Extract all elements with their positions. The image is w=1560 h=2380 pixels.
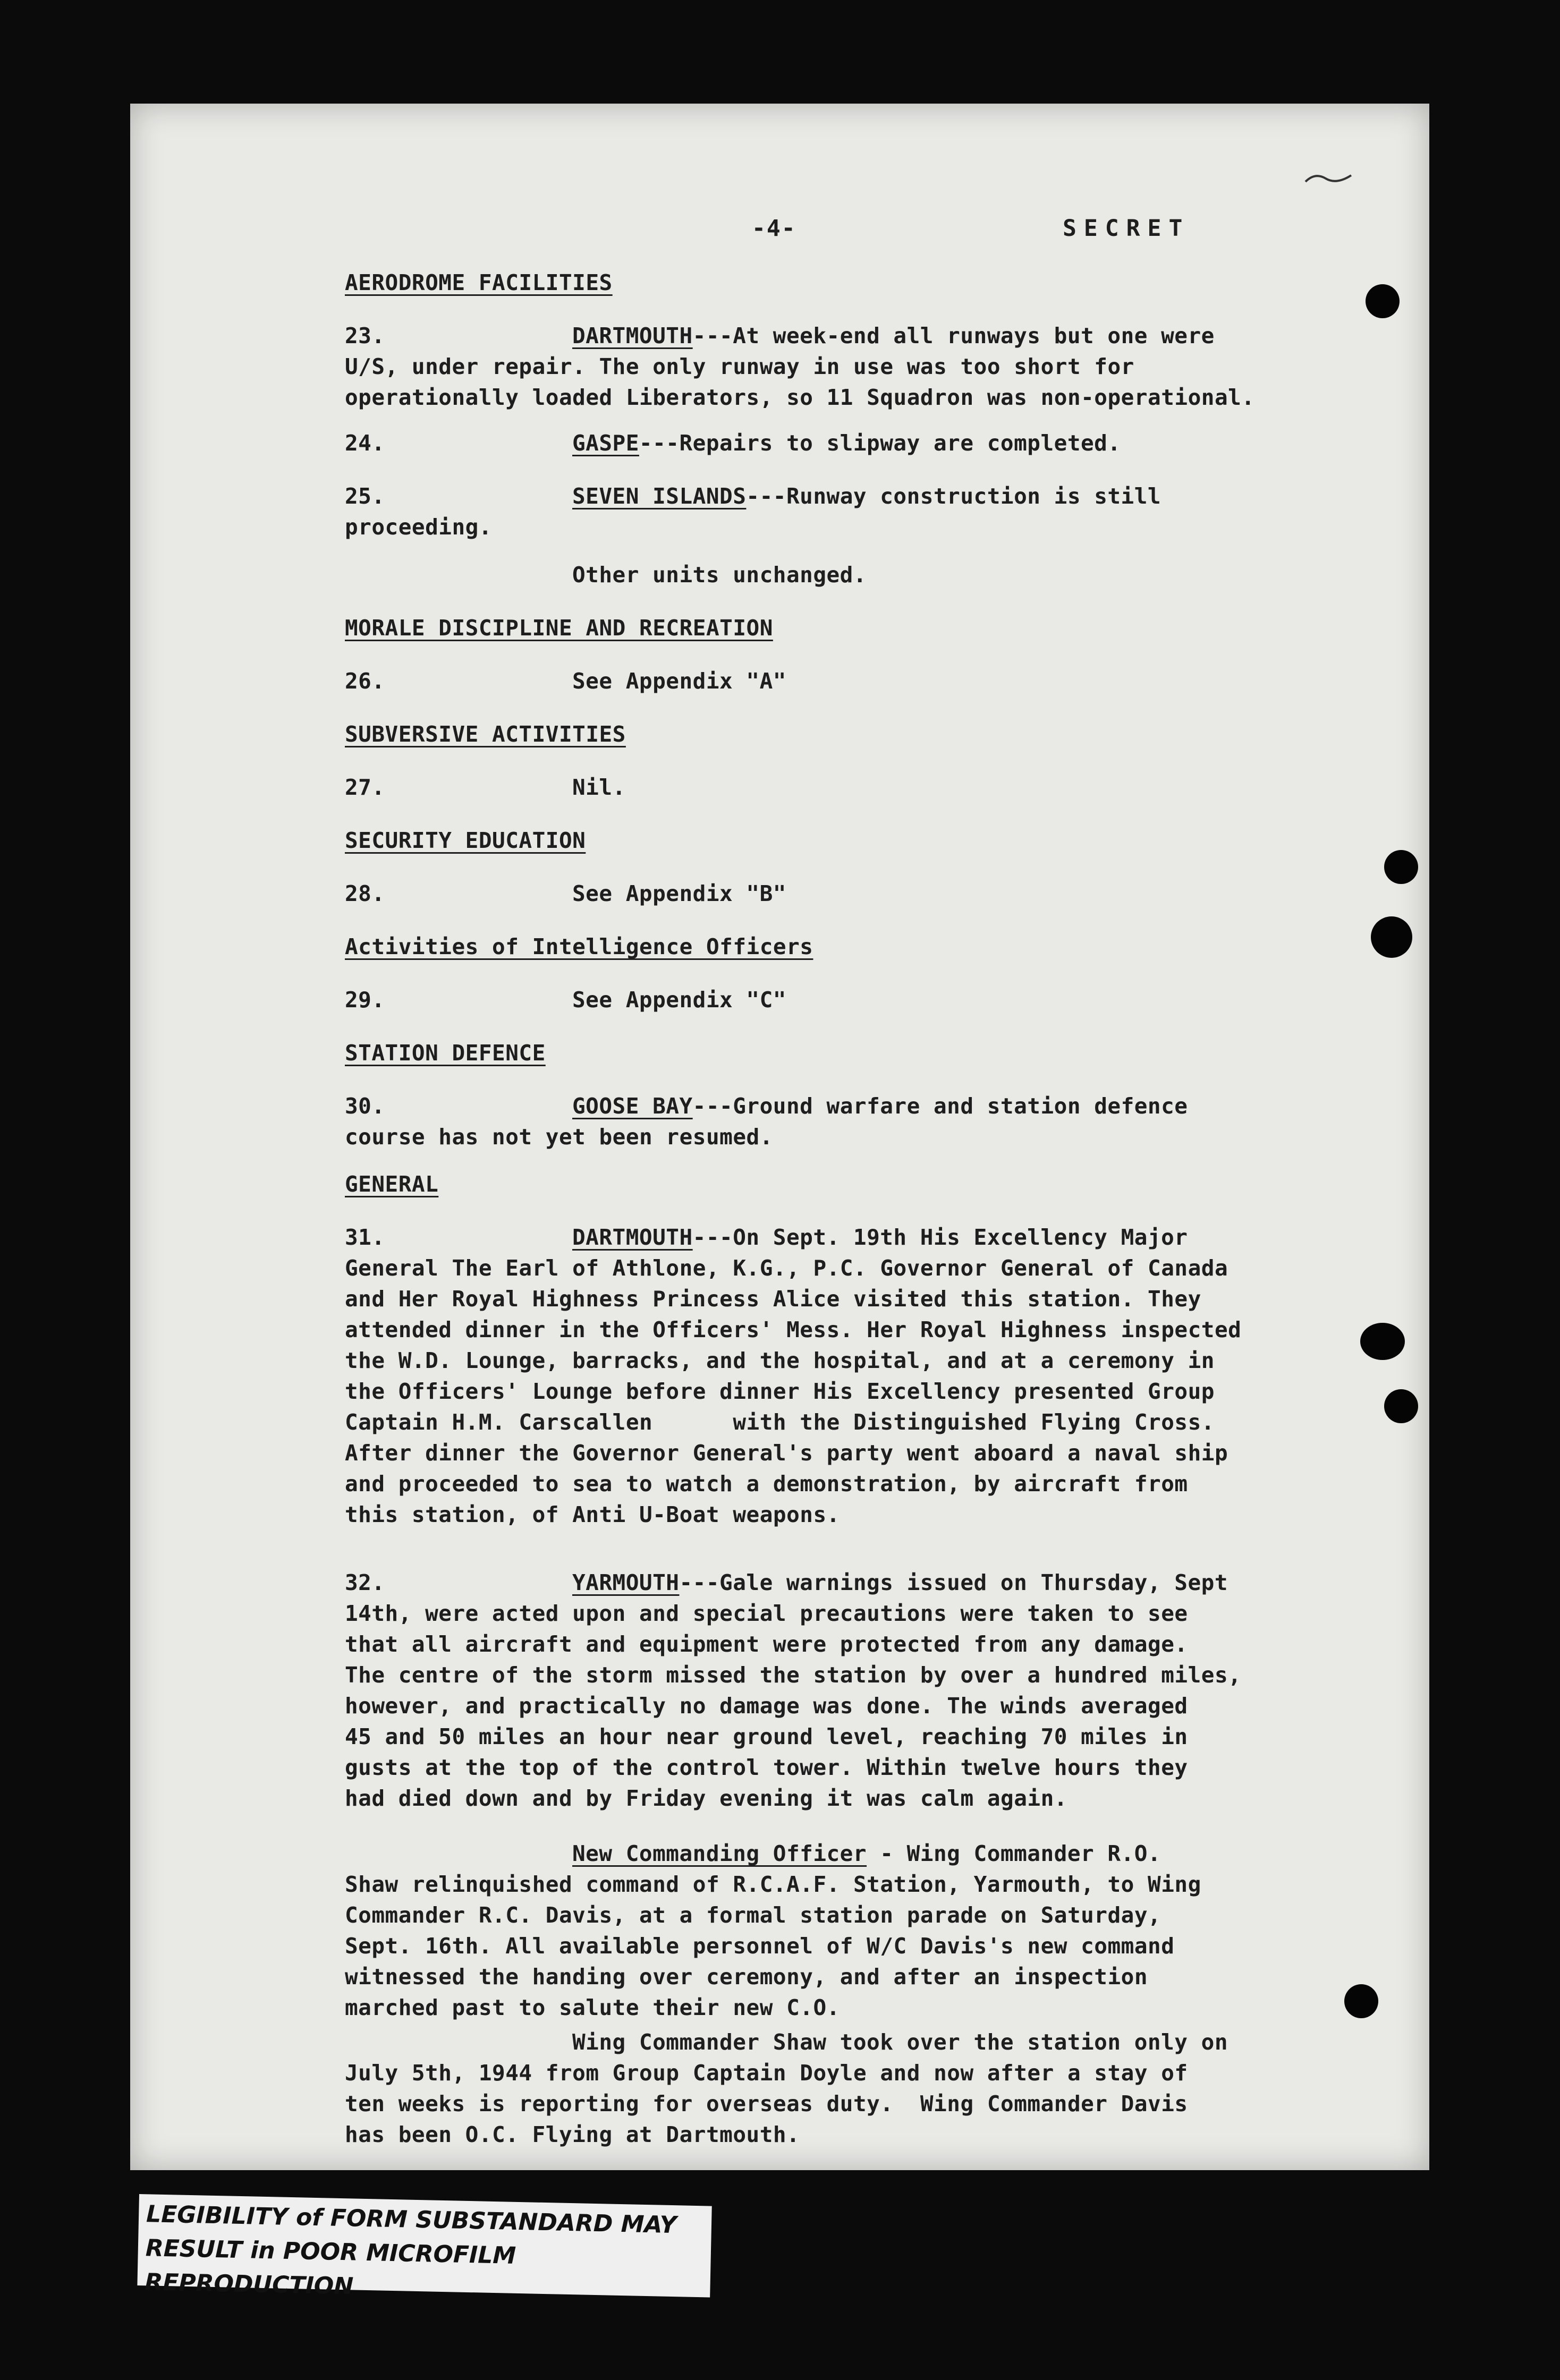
text-line: that all aircraft and equipment were protected from any damage.	[345, 1631, 1188, 1657]
paragraph-25	[345, 481, 1161, 542]
text-line: operationally loaded Liberators, so 11 Squadron was non-operational.	[345, 385, 1255, 410]
caption-line: RESULT in POOR MICROFILM REPRODUCTION	[144, 2234, 516, 2300]
paragraph-new-commanding-officer	[345, 1838, 1201, 2023]
text-line: gusts at the top of the control tower. Within twelve hours they	[345, 1755, 1188, 1780]
section-heading-general: GENERAL	[345, 1171, 439, 1197]
punch-hole	[1366, 284, 1400, 318]
text-line: See Appendix "A"	[572, 668, 786, 694]
text-line: Sept. 16th. All available personnel of W/C Davis's new command	[345, 1933, 1175, 1959]
station-name: GOOSE BAY	[572, 1093, 693, 1119]
text-line: After dinner the Governor General's party went aboard a naval ship	[345, 1440, 1228, 1466]
text-line: 45 and 50 miles an hour near ground level, reaching 70 miles in	[345, 1724, 1188, 1749]
text-line: Nil.	[572, 775, 626, 800]
punch-hole	[1360, 1323, 1405, 1360]
paragraph-number: 28.	[345, 881, 385, 906]
station-name: DARTMOUTH	[572, 1225, 693, 1250]
text-line: witnessed the handing over ceremony, and after an inspection	[345, 1964, 1148, 1990]
station-name: SEVEN ISLANDS	[572, 483, 747, 509]
text-line: proceeding.	[345, 514, 493, 540]
text-line: course has not yet been resumed.	[345, 1124, 773, 1150]
subheading: New Commanding Officer	[572, 1841, 867, 1866]
paragraph-number: 23.	[345, 323, 385, 348]
text-line: Shaw relinquished command of R.C.A.F. Station, Yarmouth, to Wing	[345, 1872, 1201, 1897]
text-line: ---Runway construction is still	[746, 483, 1161, 509]
classification-label: SECRET	[1063, 215, 1190, 242]
text-line: The centre of the storm missed the station by over a hundred miles,	[345, 1662, 1242, 1688]
text-line: - Wing Commander R.O.	[867, 1841, 1161, 1866]
paragraph-number: 32.	[345, 1570, 385, 1595]
text-line: had died down and by Friday evening it was calm again.	[345, 1786, 1067, 1811]
paragraph-number: 31.	[345, 1225, 385, 1250]
punch-hole	[1384, 850, 1418, 884]
paragraph-30	[345, 1091, 1188, 1152]
text-line: ---Ground warfare and station defence	[692, 1093, 1188, 1119]
paragraph-26	[345, 666, 786, 696]
paragraph-wing-commander-shaw	[345, 2027, 1228, 2150]
pen-mark-icon	[1304, 170, 1352, 186]
section-heading-subversive: SUBVERSIVE ACTIVITIES	[345, 721, 626, 747]
paragraph-number: 25.	[345, 483, 385, 509]
paragraph-31	[345, 1222, 1241, 1530]
text-line: See Appendix "B"	[572, 881, 786, 906]
text-line: attended dinner in the Officers' Mess. Her Royal Highness inspected	[345, 1317, 1242, 1342]
page-number: -4-	[752, 215, 796, 242]
text-line: See Appendix "C"	[572, 987, 786, 1013]
text-line: Other units unchanged.	[572, 562, 867, 588]
text-line: and proceeded to sea to watch a demonstration, by aircraft from	[345, 1471, 1188, 1497]
text-line: Captain H.M. Carscallen with the Distinguished Flying Cross.	[345, 1409, 1215, 1435]
paragraph-23	[345, 320, 1255, 413]
text-line: ---Gale warnings issued on Thursday, Sept	[679, 1570, 1228, 1595]
punch-hole	[1384, 1389, 1418, 1423]
text-line: U/S, under repair. The only runway in use was too short for	[345, 354, 1134, 379]
section-heading-morale: MORALE DISCIPLINE AND RECREATION	[345, 615, 773, 641]
paragraph-number: 30.	[345, 1093, 385, 1119]
text-line: ten weeks is reporting for overseas duty. Wing Commander Davis	[345, 2091, 1188, 2116]
section-heading-intelligence: Activities of Intelligence Officers	[345, 934, 813, 959]
punch-hole	[1344, 1984, 1378, 2018]
text-line: July 5th, 1944 from Group Captain Doyle and now after a stay of	[345, 2060, 1188, 2086]
text-line: the Officers' Lounge before dinner His Excellency presented Group	[345, 1379, 1215, 1404]
station-name: DARTMOUTH	[572, 323, 693, 348]
paragraph-24	[345, 428, 1121, 458]
text-line: and Her Royal Highness Princess Alice visited this station. They	[345, 1286, 1201, 1312]
paragraph-number: 29.	[345, 987, 385, 1013]
caption-line: LEGIBILITY of FORM SUBSTANDARD MAY	[146, 2200, 677, 2239]
other-units-note	[345, 559, 867, 590]
paragraph-28	[345, 878, 786, 909]
paragraph-29	[345, 984, 786, 1015]
text-line: 14th, were acted upon and special precautions were taken to see	[345, 1601, 1188, 1626]
text-line: ---Repairs to slipway are completed.	[639, 430, 1121, 456]
text-line: Commander R.C. Davis, at a formal station parade on Saturday,	[345, 1902, 1161, 1928]
section-heading-aerodrome: AERODROME FACILITIES	[345, 270, 613, 295]
paragraph-32	[345, 1567, 1241, 1814]
station-name: GASPE	[572, 430, 639, 456]
paragraph-27	[345, 772, 626, 803]
section-heading-security: SECURITY EDUCATION	[345, 828, 586, 853]
station-name: YARMOUTH	[572, 1570, 680, 1595]
text-line: has been O.C. Flying at Dartmouth.	[345, 2122, 800, 2147]
text-line: ---On Sept. 19th His Excellency Major	[692, 1225, 1188, 1250]
punch-hole	[1371, 916, 1412, 958]
paragraph-number: 27.	[345, 775, 385, 800]
text-line: ---At week-end all runways but one were	[692, 323, 1215, 348]
section-heading-defence: STATION DEFENCE	[345, 1040, 546, 1066]
text-line: the W.D. Lounge, barracks, and the hospital, and at a ceremony in	[345, 1348, 1215, 1373]
text-line: General The Earl of Athlone, K.G., P.C. Governor General of Canada	[345, 1255, 1228, 1281]
paragraph-number: 24.	[345, 430, 385, 456]
text-line: this station, of Anti U-Boat weapons.	[345, 1502, 840, 1527]
paragraph-number: 26.	[345, 668, 385, 694]
text-line: however, and practically no damage was done. The winds averaged	[345, 1693, 1188, 1719]
text-line: marched past to salute their new C.O.	[345, 1995, 840, 2020]
document-page	[130, 104, 1429, 2170]
text-line: Wing Commander Shaw took over the station only on	[572, 2029, 1228, 2055]
microfilm-legibility-note	[137, 2194, 711, 2298]
